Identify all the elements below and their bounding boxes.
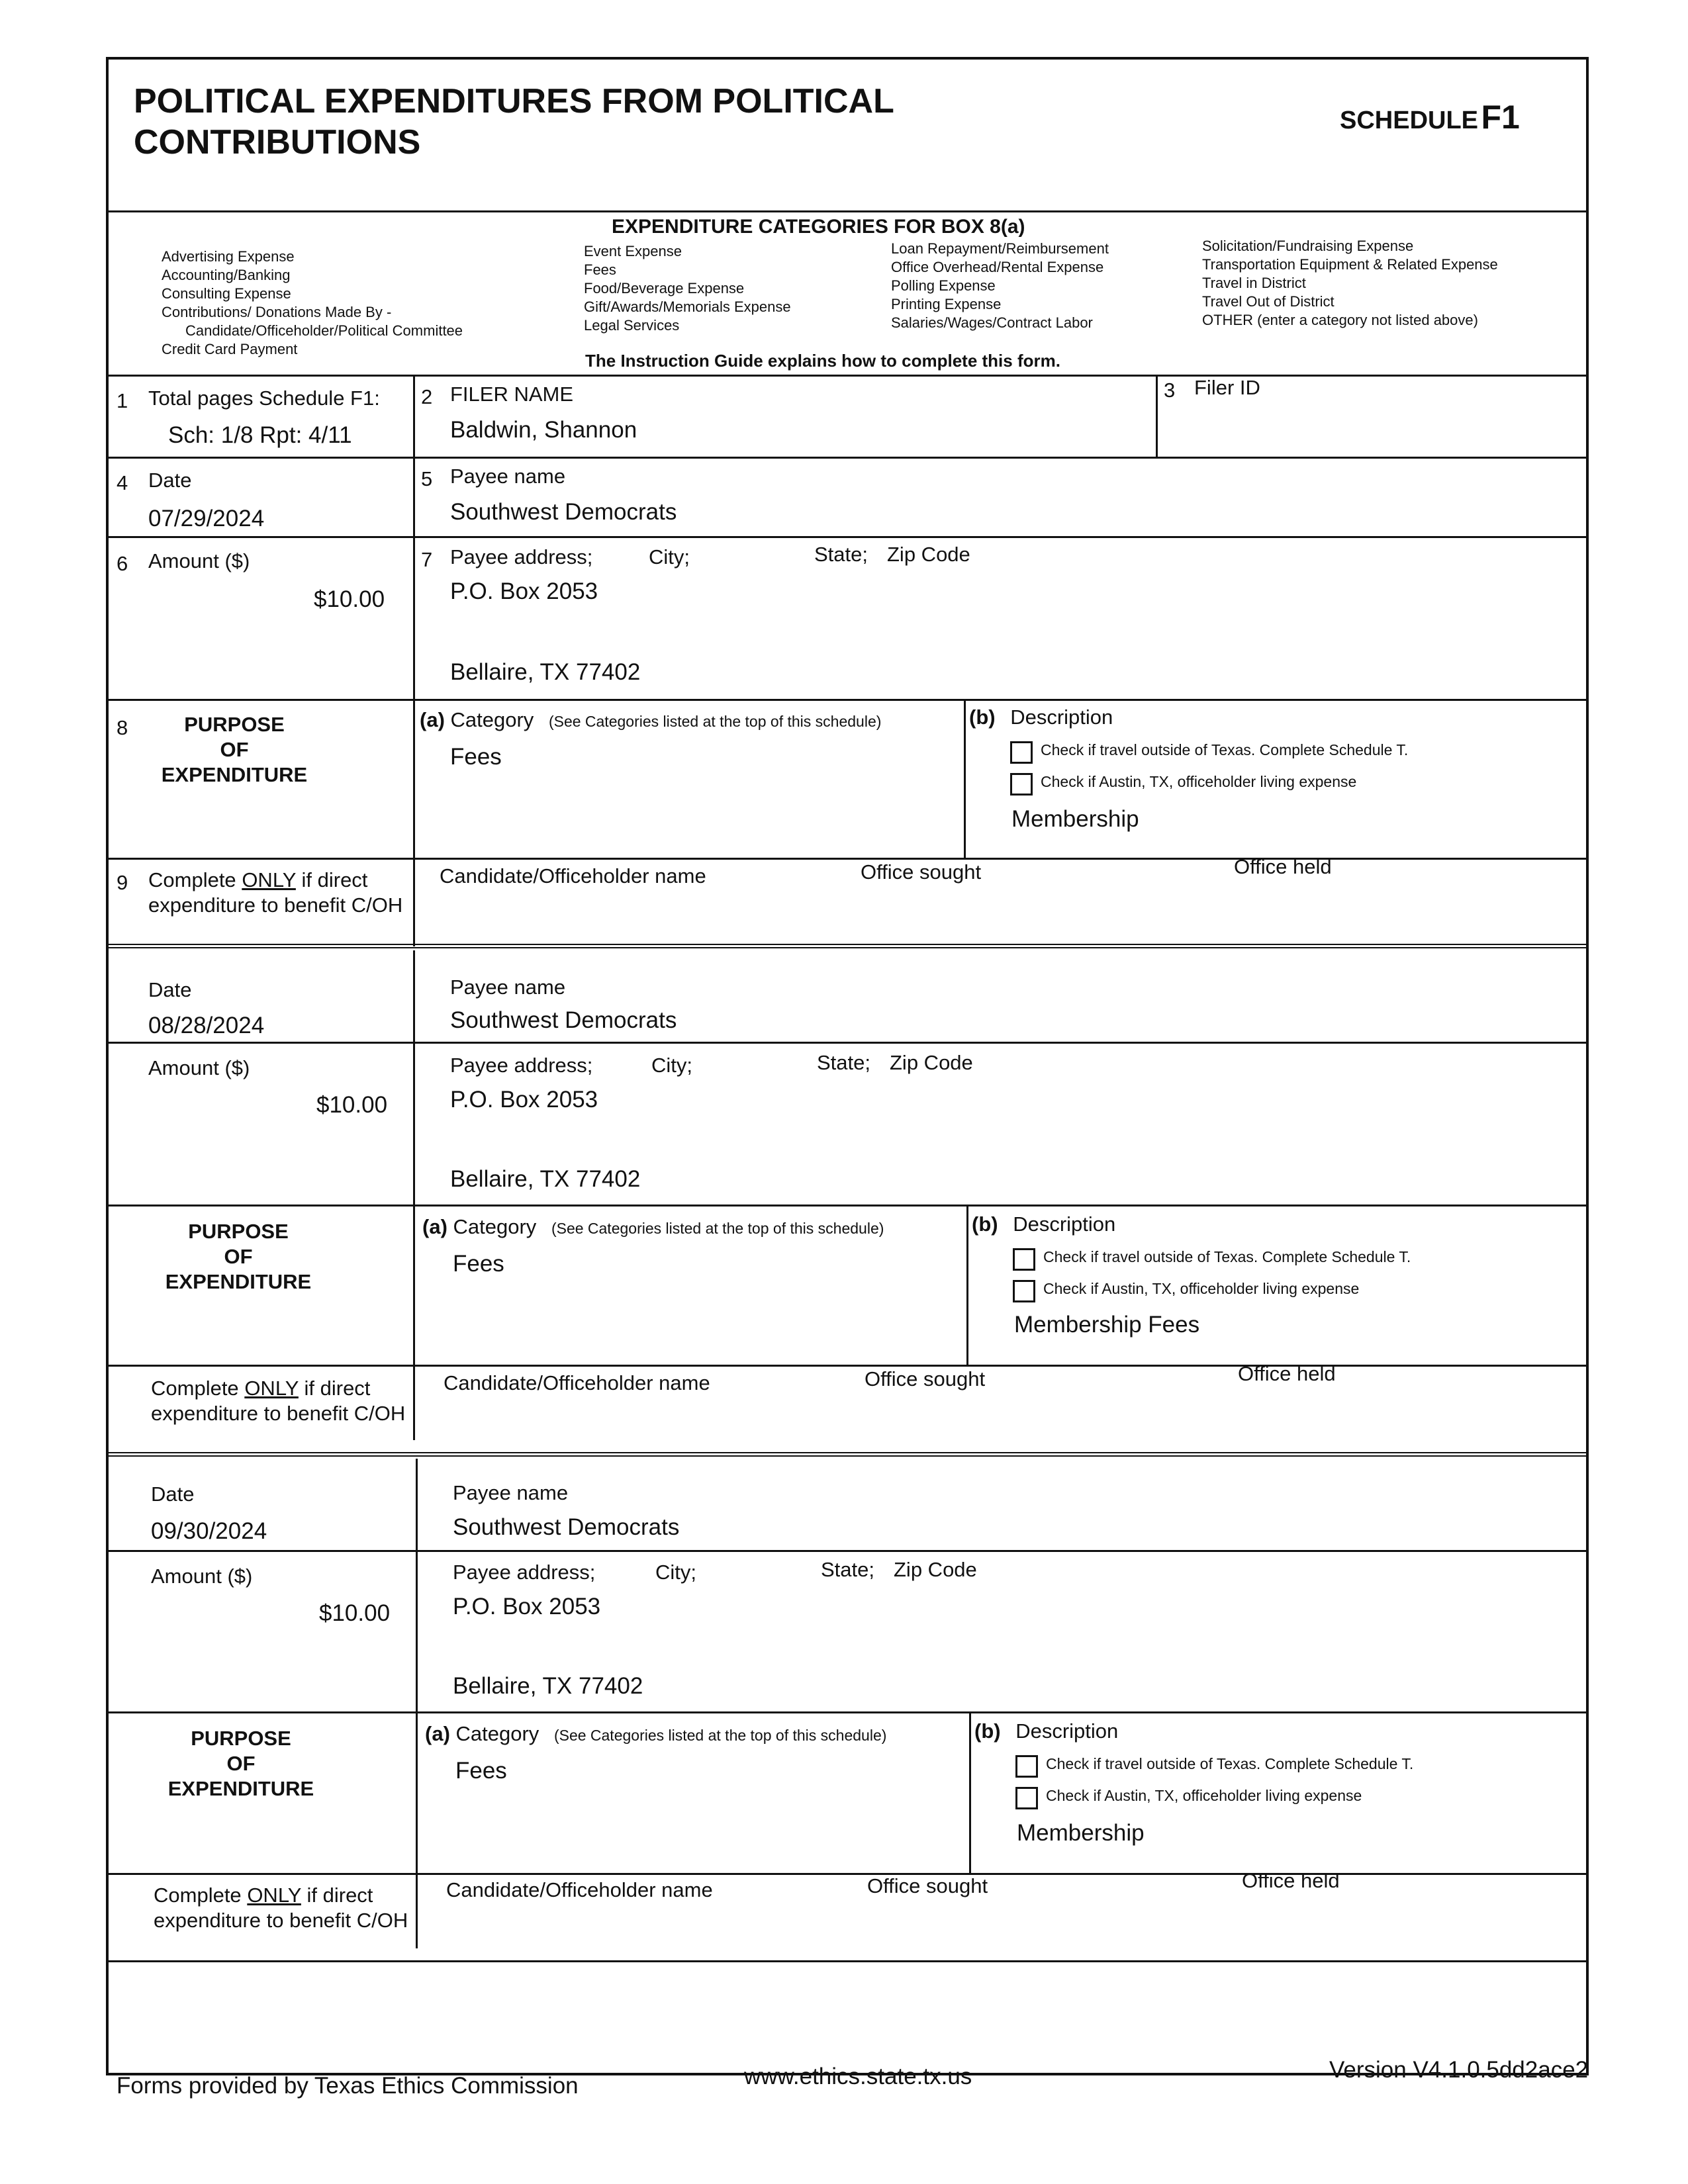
divider: [109, 1550, 1586, 1552]
complete-suffix: if direct: [304, 1377, 371, 1400]
field-number: 3: [1164, 379, 1176, 402]
schedule-code: F1: [1481, 99, 1520, 136]
category-value[interactable]: Fees: [453, 1251, 504, 1277]
payee-name-label: Payee name: [450, 976, 566, 999]
complete-suffix: if direct: [306, 1884, 373, 1907]
date-value[interactable]: 07/29/2024: [148, 506, 265, 531]
payee-address-label: Payee address;: [450, 1054, 593, 1077]
candidate-name-label: Candidate/Officeholder name: [446, 1878, 713, 1901]
complete-only: ONLY: [242, 868, 296, 891]
field-number: 4: [117, 471, 128, 494]
amount-value[interactable]: $10.00: [319, 1600, 391, 1626]
date-label: Date: [151, 1482, 195, 1506]
description-text: Description: [1010, 705, 1113, 729]
category-item: Transportation Equipment & Related Expense: [1202, 256, 1498, 273]
office-sought-label: Office sought: [861, 860, 982, 884]
category-item: Polling Expense: [891, 277, 996, 294]
category-item: Travel in District: [1202, 275, 1306, 291]
city-label: City;: [649, 545, 690, 569]
field-number: 7: [421, 548, 433, 571]
austin-checkbox[interactable]: [1013, 1280, 1035, 1302]
category-item: Legal Services: [584, 317, 680, 334]
divider: [109, 1205, 1586, 1206]
category-value[interactable]: Fees: [450, 744, 502, 770]
address-line1[interactable]: P.O. Box 2053: [450, 578, 598, 604]
state-label: State;: [814, 543, 868, 566]
filer-name-label: FILER NAME: [450, 383, 574, 406]
divider: [109, 375, 1586, 377]
instruction-note: The Instruction Guide explains how to complete this form.: [585, 351, 1060, 371]
description-label: [969, 705, 1113, 729]
complete-prefix: Complete: [148, 868, 236, 891]
entry-divider: [109, 944, 1586, 948]
divider: [1156, 375, 1158, 457]
category-marker: (a): [422, 1215, 447, 1238]
divider: [109, 210, 1586, 212]
description-text: Description: [1015, 1719, 1119, 1743]
zip-label: Zip Code: [890, 1051, 973, 1074]
categories-col4: [1202, 237, 1498, 330]
divider: [966, 1205, 968, 1365]
purpose-heading: [142, 1726, 340, 1801]
amount-label: Amount ($): [151, 1565, 253, 1588]
complete-only-note: [154, 1884, 373, 1907]
purpose-heading: [139, 1219, 338, 1295]
category-note: (See Categories listed at the top of this schedule): [551, 1220, 884, 1237]
divider: [969, 1711, 971, 1873]
complete-only-note-line2: expenditure to benefit C/OH: [148, 893, 403, 917]
office-sought-label: Office sought: [867, 1874, 988, 1897]
category-item: Salaries/Wages/Contract Labor: [891, 314, 1093, 331]
schedule-id: [1340, 98, 1520, 136]
description-value[interactable]: Membership: [1017, 1820, 1145, 1846]
purpose-line: EXPENDITURE: [167, 1777, 314, 1800]
category-item: Food/Beverage Expense: [584, 280, 745, 296]
form-title: [134, 81, 894, 163]
category-item: Printing Expense: [891, 296, 1002, 312]
office-held-label: Office held: [1238, 1362, 1336, 1385]
complete-suffix: if direct: [301, 868, 368, 891]
category-label: [425, 1722, 886, 1746]
austin-check-label: Check if Austin, TX, officeholder living expense: [1041, 773, 1357, 790]
complete-only-note-line2: expenditure to benefit C/OH: [154, 1909, 408, 1932]
date-value[interactable]: 09/30/2024: [151, 1518, 267, 1544]
entry-divider: [109, 1452, 1586, 1457]
address-line1[interactable]: P.O. Box 2053: [450, 1087, 598, 1113]
complete-only: ONLY: [247, 1884, 301, 1907]
complete-only-note: [151, 1377, 370, 1400]
category-marker: (a): [425, 1722, 450, 1745]
address-line2[interactable]: Bellaire, TX 77402: [450, 659, 641, 685]
payee-name-value[interactable]: Southwest Democrats: [450, 499, 677, 525]
description-value[interactable]: Membership: [1011, 806, 1139, 832]
category-note: (See Categories listed at the top of this schedule): [548, 713, 882, 730]
payee-name-label: Payee name: [450, 465, 566, 488]
footer-version: Version V4.1.0.5dd2ace2: [1329, 2057, 1589, 2083]
category-item: Solicitation/Fundraising Expense: [1202, 238, 1414, 254]
category-item: Event Expense: [584, 243, 682, 259]
complete-only: ONLY: [244, 1377, 299, 1400]
purpose-line: OF: [226, 1752, 256, 1775]
divider: [416, 1459, 418, 1948]
state-label: State;: [821, 1558, 874, 1581]
divider: [413, 950, 415, 1440]
date-value[interactable]: 08/28/2024: [148, 1013, 265, 1038]
category-item: Fees: [584, 261, 616, 278]
purpose-line: EXPENDITURE: [165, 1270, 312, 1293]
categories-col2: [584, 242, 791, 335]
payee-name-value[interactable]: Southwest Democrats: [453, 1514, 680, 1540]
purpose-line: OF: [224, 1245, 253, 1268]
category-item: OTHER (enter a category not listed above): [1202, 312, 1478, 328]
divider: [413, 375, 415, 459]
purpose-line: OF: [220, 738, 249, 761]
complete-only-note: [148, 868, 367, 892]
description-marker: (b): [972, 1212, 998, 1236]
amount-value[interactable]: $10.00: [316, 1092, 388, 1118]
divider: [109, 1365, 1586, 1367]
complete-only-note-line2: expenditure to benefit C/OH: [151, 1402, 406, 1425]
categories-heading: EXPENDITURE CATEGORIES FOR BOX 8(a): [612, 216, 1025, 238]
complete-prefix: Complete: [151, 1377, 239, 1400]
travel-checkbox[interactable]: [1015, 1755, 1038, 1778]
date-label: Date: [148, 978, 192, 1001]
total-pages-value[interactable]: Sch: 1/8 Rpt: 4/11: [168, 422, 352, 448]
category-item: Travel Out of District: [1202, 293, 1335, 310]
candidate-name-label: Candidate/Officeholder name: [444, 1371, 710, 1394]
category-text: Category: [450, 708, 534, 731]
category-note: (See Categories listed at the top of this schedule): [553, 1727, 887, 1744]
travel-check-label: Check if travel outside of Texas. Complete Schedule T.: [1041, 741, 1409, 758]
address-line2[interactable]: Bellaire, TX 77402: [453, 1673, 643, 1699]
category-marker: (a): [420, 708, 445, 731]
category-item: Consulting Expense: [162, 285, 291, 302]
payee-address-label: Payee address;: [450, 545, 593, 569]
schedule-f1-form: [106, 57, 1589, 2075]
categories-col1: [162, 248, 463, 359]
category-value[interactable]: Fees: [455, 1758, 507, 1784]
travel-check-label: Check if travel outside of Texas. Complete Schedule T.: [1043, 1248, 1411, 1265]
divider: [964, 699, 966, 858]
travel-checkbox[interactable]: [1010, 741, 1033, 764]
state-label: State;: [817, 1051, 870, 1074]
filer-name-value[interactable]: Baldwin, Shannon: [450, 417, 637, 443]
divider: [109, 1960, 1586, 1962]
category-item: Office Overhead/Rental Expense: [891, 259, 1104, 275]
footer-website[interactable]: www.ethics.state.tx.us: [744, 2064, 972, 2089]
divider: [109, 858, 1586, 860]
filer-id-label: Filer ID: [1194, 376, 1260, 399]
purpose-line: PURPOSE: [184, 713, 285, 736]
candidate-name-label: Candidate/Officeholder name: [440, 864, 706, 887]
footer-provided-by: Forms provided by Texas Ethics Commission: [117, 2073, 579, 2099]
divider: [109, 1873, 1586, 1875]
date-label: Date: [148, 469, 192, 492]
field-number: 9: [117, 871, 128, 894]
description-label: [974, 1719, 1118, 1743]
schedule-label: SCHEDULE: [1340, 107, 1479, 134]
category-item: Credit Card Payment: [162, 341, 298, 357]
austin-check-label: Check if Austin, TX, officeholder living expense: [1043, 1280, 1360, 1297]
description-marker: (b): [974, 1719, 1001, 1743]
category-item: Contributions/ Donations Made By -: [162, 304, 392, 320]
austin-checkbox[interactable]: [1010, 773, 1033, 796]
city-label: City;: [651, 1054, 692, 1077]
office-held-label: Office held: [1234, 855, 1332, 878]
city-label: City;: [655, 1561, 696, 1584]
travel-check-label: Check if travel outside of Texas. Complete Schedule T.: [1046, 1755, 1414, 1772]
zip-label: Zip Code: [894, 1558, 977, 1581]
field-number: 6: [117, 552, 128, 575]
austin-checkbox[interactable]: [1015, 1787, 1038, 1809]
payee-name-label: Payee name: [453, 1481, 569, 1504]
address-line1[interactable]: P.O. Box 2053: [453, 1594, 601, 1619]
category-text: Category: [455, 1722, 539, 1745]
address-line2[interactable]: Bellaire, TX 77402: [450, 1166, 641, 1192]
description-value[interactable]: Membership Fees: [1014, 1312, 1200, 1338]
category-label: [420, 708, 881, 732]
category-item: Loan Repayment/Reimbursement: [891, 240, 1109, 257]
category-item: Accounting/Banking: [162, 267, 291, 283]
category-label: [422, 1215, 884, 1239]
divider: [109, 1711, 1586, 1713]
form-title-line1: POLITICAL EXPENDITURES FROM POLITICAL: [134, 82, 894, 120]
form-title-line2: CONTRIBUTIONS: [134, 123, 421, 161]
category-item: Gift/Awards/Memorials Expense: [584, 298, 791, 315]
purpose-line: EXPENDITURE: [161, 763, 308, 786]
category-item: Candidate/Officeholder/Political Committee: [185, 322, 463, 339]
office-held-label: Office held: [1242, 1869, 1340, 1892]
travel-checkbox[interactable]: [1013, 1248, 1035, 1271]
purpose-line: PURPOSE: [188, 1220, 289, 1243]
complete-prefix: Complete: [154, 1884, 242, 1907]
zip-label: Zip Code: [887, 543, 970, 566]
category-text: Category: [453, 1215, 537, 1238]
austin-check-label: Check if Austin, TX, officeholder living expense: [1046, 1787, 1362, 1804]
amount-label: Amount ($): [148, 549, 250, 572]
divider: [109, 699, 1586, 701]
description-label: [972, 1212, 1115, 1236]
office-sought-label: Office sought: [865, 1367, 986, 1390]
amount-label: Amount ($): [148, 1056, 250, 1079]
divider: [413, 457, 415, 946]
field-number: 1: [117, 389, 128, 412]
amount-value[interactable]: $10.00: [314, 586, 385, 612]
payee-name-value[interactable]: Southwest Democrats: [450, 1007, 677, 1033]
total-pages-label: Total pages Schedule F1:: [148, 387, 380, 410]
divider: [109, 457, 1586, 459]
field-number: 5: [421, 467, 433, 490]
description-text: Description: [1013, 1212, 1116, 1236]
purpose-line: PURPOSE: [191, 1727, 291, 1750]
categories-col3: [891, 240, 1109, 332]
payee-address-label: Payee address;: [453, 1561, 596, 1584]
field-number: 8: [117, 716, 128, 739]
divider: [109, 536, 1586, 538]
divider: [109, 1042, 1586, 1044]
purpose-heading: [135, 712, 334, 788]
field-number: 2: [421, 385, 433, 408]
description-marker: (b): [969, 705, 996, 729]
category-item: Advertising Expense: [162, 248, 295, 265]
